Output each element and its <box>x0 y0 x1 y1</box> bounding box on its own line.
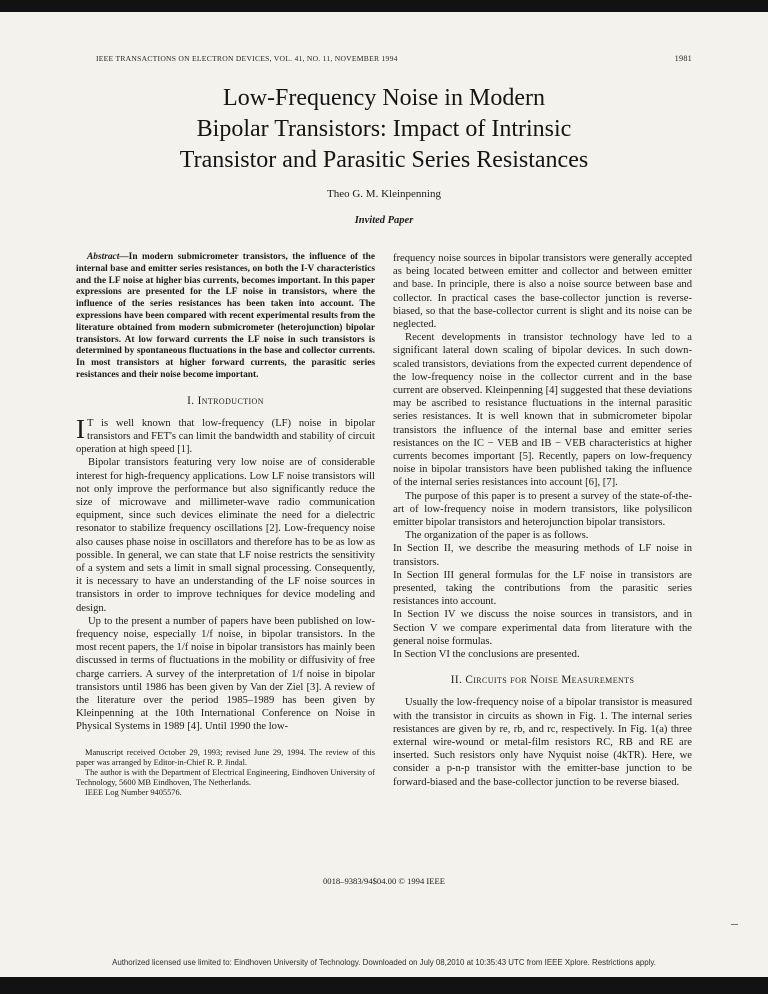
right-paragraph-3: The purpose of this paper is to present a survey of the state-of-the-art of low-frequency noise in modern transistors, like polysilicon emitter bipolar transistors and heterojunction bipolar transistors. <box>393 490 692 529</box>
first-page-footnote <box>76 748 375 799</box>
intro-paragraph-1 <box>76 413 375 457</box>
right-paragraph-7: In Section IV we discuss the noise sources in transistors, and in Section V we compare experimental data from literature with the general noise formulas. <box>393 609 692 647</box>
title-line-1: Low-Frequency Noise in Modern <box>223 85 545 111</box>
title-line-2: Bipolar Transistors: Impact of Intrinsic <box>196 116 572 142</box>
paper-title <box>40 83 728 176</box>
section-heading-circuits: II. Circuits for Noise Measurements <box>450 674 635 687</box>
right-paragraph-4: The organization of the paper is as follows. <box>405 530 589 542</box>
right-paragraph-5: In Section II, we describe the measuring methods of LF noise in transistors. <box>393 543 692 568</box>
running-header <box>96 54 692 63</box>
title-line-3: Transistor and Parasitic Series Resistances <box>179 147 589 173</box>
footnote-affiliation: The author is with the Department of Electrical Engineering, Eindhoven University of Technology, 5600 MB Eindhoven, The Netherlands. <box>76 768 375 788</box>
page-number: 1981 <box>674 54 692 63</box>
journal-title: IEEE TRANSACTIONS ON ELECTRON DEVICES, VOL. 41, NO. 11, NOVEMBER 1994 <box>96 54 398 63</box>
paper-type-label: Invited Paper <box>354 215 414 226</box>
intro-paragraph-3: Up to the present a number of papers have been published on low-frequency noise, especially 1/f noise, in bipolar transistors. In the most recent papers, the 1/f noise in bipolar transistors has mainly been discussed in terms of fluctuations in the mobility or diffusivity of free charge carriers. A survey of the interpretation of 1/f noise in bipolar transistors until 1986 has been given by Van der Ziel [3]. A review of the literature over the period 1985–1989 has been given by Kleinpenning at the 10th International Conference on Noise in Physical Systems in 1989 [4]. Until 1990 the low- <box>76 615 375 733</box>
issn-copyright-line: 0018–9383/94$04.00 © 1994 IEEE <box>322 876 446 886</box>
section-heading-introduction: I. Introduction <box>187 394 264 407</box>
abstract-text: In modern submicrometer transistors, the influence of the internal base and emitter series resistances, on both the I-V characteristics and the LF noise at higher bias currents, becomes important. In this paper expressions are presented for the LF noise in transistors, where the influence of the series resistances has been taken into account. The expressions have been compared with recent experimental results from the literature obtained from modern submicrometer (heterojunction) bipolar transistors. At low forward currents the LF noise in such transistors is determined by spontaneous fluctuations in the base and collector currents. In most transistors at higher forward currents, the parasitic series resistances and their noise become important. <box>76 252 375 380</box>
author-name: Theo G. M. Kleinpenning <box>327 188 441 200</box>
scan-artifact-dash <box>731 924 738 925</box>
abstract-label: Abstract— <box>87 252 129 262</box>
circuits-paragraph-1: Usually the low-frequency noise of a bipolar transistor is measured with the transistor in circuits as shown in Fig. 1. The internal series resistances are given by re, rb, and rc, respectively. In Fig. 1(a) three external wire-wound or metal-film resistors RC, RB and RE are inserted. Such resistors only have Nyquist noise (4kTR). Here, we consider a p-n-p transistor with the emitter-base junction to be forward-biased and the base-collector junction to be reverse biased. <box>393 697 692 788</box>
right-paragraph-2: Recent developments in transistor technology have led to a significant lateral down scaling of bipolar devices. In such down-scaled transistors, deviations from the expected current dependence of the low-frequency noise in the collector current and in the base current are observed. Kleinpenning [4] suggested that these deviations may be ascribed to resistance fluctuations in the internal parasitic series resistances. It is well known that in submicrometer bipolar transistors the influence of the internal base and emitter series resistances on the IC − VEB and IB − VEB characteristics at higher currents becomes important [5]. Recently, papers on low-frequency noise in bipolar transistors have been published taking the influence of the internal series resistances into account [6], [7]. <box>393 332 692 489</box>
right-paragraph-1: frequency noise sources in bipolar transistors were generally accepted as being located between emitter and collector and between emitter and base. In principle, there is also a noise source between base and collector. In practical cases the base-collector junction is reverse-biased, so that the base-collector current is slight and its noise can be neglected. <box>393 253 692 331</box>
abstract <box>76 252 375 382</box>
scan-top-bar <box>0 0 768 12</box>
right-column <box>393 252 692 799</box>
two-column-layout <box>76 252 692 799</box>
intro-paragraph-2: Bipolar transistors featuring very low noise are of considerable interest for high-frequency applications. Low LF noise transistors will not only improve the performance but also significantly reduce the size of microwave and millimeter-wave radio communication equipment, since such devices eliminate the need for a dielectric resonator to stabilize frequency oscillations [2]. Low-frequency noise also causes phase noise in oscillators and therefore has to be as low as possible. In general, we can state that LF noise restricts the sensitivity of a system and sets a limit in small signal processing. Consequently, it is necessary to have an understanding of the LF noise sources in transistors in order to improve techniques for device modeling and design. <box>76 457 375 614</box>
right-paragraph-6: In Section III general formulas for the LF noise in transistors are presented, taking the contributions from the parasitic series resistances into account. <box>393 569 692 608</box>
paper-body <box>0 12 768 799</box>
left-column <box>76 252 375 799</box>
footnote-manuscript: Manuscript received October 29, 1993; revised June 29, 1994. The review of this paper was arranged by Editor-in-Chief R. P. Jindal. <box>76 747 375 767</box>
drop-cap: I <box>76 413 85 444</box>
license-notice: Authorized licensed use limited to: Eindhoven University of Technology. Downloaded on July 08,2010 at 10:35:43 UTC from IEEE Xplore. Restrictions apply. <box>112 958 656 967</box>
right-paragraph-8: In Section VI the conclusions are presented. <box>393 649 580 661</box>
footnote-log-number: IEEE Log Number 9405576. <box>85 788 182 798</box>
intro-paragraph-1-text: T is well known that low-frequency (LF) noise in bipolar transistors and FET's can limit the bandwidth and stability of circuit operation at high speed [1]. <box>76 417 375 456</box>
scan-bottom-bar <box>0 977 768 994</box>
